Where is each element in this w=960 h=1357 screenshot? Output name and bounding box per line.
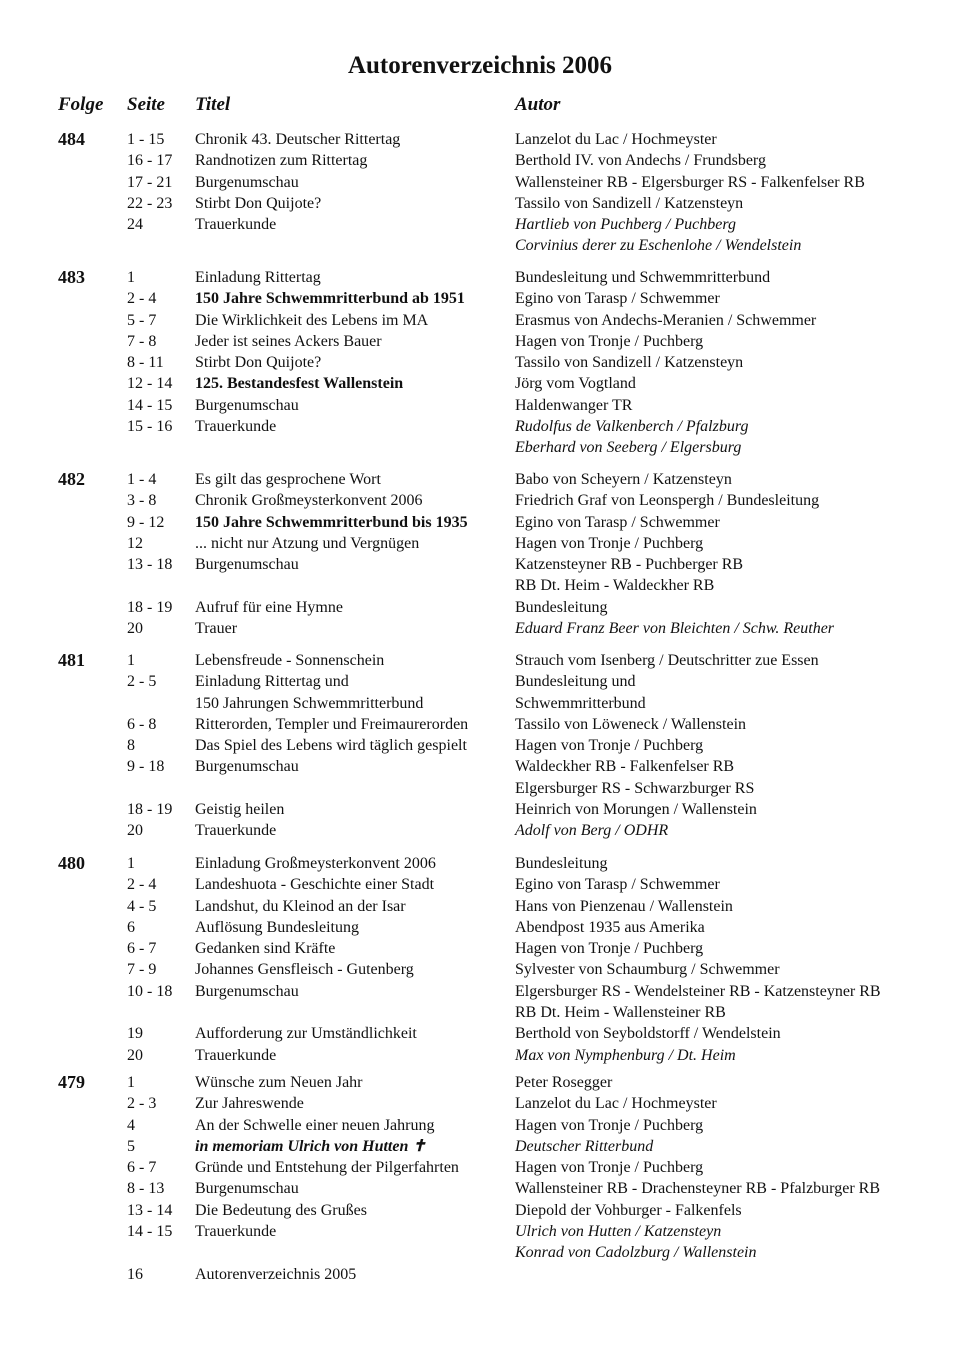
article-title: Zur Jahreswende [195,1095,304,1113]
article-title: Autorenverzeichnis 2005 [195,1265,357,1283]
table-row [0,1157,960,1178]
article-author: Berthold IV. von Andechs / Frundsberg [515,152,766,170]
table-row [0,490,960,511]
issue-number: 479 [58,1072,85,1092]
article-author: Egino von Tarasp / Schwemmer [515,290,720,308]
article-author: Bundesleitung [515,855,608,872]
page-range: 17 - 21 [127,173,173,191]
article-author: Jörg vom Vogtland [515,375,636,393]
article-author: Hagen von Tronje / Puchberg [515,940,704,958]
table-row [0,172,960,193]
page-range: 6 [127,918,135,936]
page-range: 6 - 8 [127,715,157,733]
table-row [0,959,960,980]
page-range: 10 - 18 [127,982,173,1000]
table-row [0,129,960,150]
article-author: Heinrich von Morungen / Wallenstein [515,801,757,819]
article-title: Einladung Großmeysterkonvent 2006 [195,855,436,872]
table-row [0,554,960,575]
article-author: Peter Rosegger [515,1074,613,1091]
article-author: Sylvester von Schaumburg / Schwemmer [515,961,780,979]
article-title: Gedanken sind Kräfte [195,940,336,958]
article-title: Aufforderung zur Umständlichkeit [195,1025,417,1043]
table-row [0,1002,960,1023]
page-range: 8 - 11 [127,354,164,372]
article-title: 150 Jahre Schwemmritterbund bis 1935 [195,513,468,531]
article-author: Hagen von Tronje / Puchberg [515,737,704,755]
article-title: Das Spiel des Lebens wird täglich gespielt [195,737,467,755]
article-title: Chronik 43. Deutscher Rittertag [195,131,401,148]
article-title: in memoriam Ulrich von Hutten ✝ [195,1137,426,1155]
article-author: Friedrich Graf von Leonspergh / Bundesleitung [515,492,820,510]
article-title: 125. Bestandesfest Wallenstein [195,375,404,393]
issue-number: 481 [58,650,85,670]
issue-section [0,129,960,257]
page-range: 2 - 4 [127,876,157,894]
table-row [0,469,960,490]
table-row [0,373,960,394]
table-row [0,235,960,256]
page-range: 1 - 15 [127,131,165,148]
article-author: Lanzelot du Lac / Hochmeyster [515,131,717,148]
table-row [0,288,960,309]
article-title: Landeshuota - Geschichte einer Stadt [195,876,435,894]
article-title: Die Wirklichkeit des Lebens im MA [195,311,429,329]
page-range: 24 [127,216,143,234]
article-title: Lebensfreude - Sonnenschein [195,652,385,669]
table-row [0,981,960,1002]
table-row [0,437,960,458]
table-row [0,650,960,671]
article-author: RB Dt. Heim - Wallensteiner RB [515,1004,726,1022]
table-row [0,1045,960,1066]
article-title: 150 Jahrungen Schwemmritterbund [195,694,424,712]
page-range: 1 [127,652,135,669]
table-row [0,395,960,416]
issue-number: 483 [58,267,85,287]
page-range: 6 - 7 [127,940,157,958]
table-row [0,1221,960,1242]
issue-section [0,650,960,842]
table-row [0,820,960,841]
article-title: Trauerkunde [195,216,277,234]
article-author: Hagen von Tronje / Puchberg [515,1159,704,1177]
page-range: 3 - 8 [127,492,157,510]
page-range: 13 - 14 [127,1201,173,1219]
article-author: Haldenwanger TR [515,396,633,414]
article-author: Ulrich von Hutten / Katzensteyn [515,1223,722,1241]
article-title: 150 Jahre Schwemmritterbund ab 1951 [195,290,465,308]
page-title: Autorenverzeichnis 2006 [347,52,613,79]
article-title: Johannes Gensfleisch - Gutenberg [195,961,414,979]
article-author: Hagen von Tronje / Puchberg [515,332,704,350]
article-title: Burgenumschau [195,982,299,1000]
page-range: 20 [127,822,143,840]
table-row [0,267,960,288]
page-range: 14 - 15 [127,396,173,414]
page-range: 2 - 3 [127,1095,157,1113]
page-range: 1 [127,269,135,286]
article-author: Bundesleitung [515,598,608,616]
article-author: Bundesleitung und Schwemmritterbund [515,269,771,286]
table-row [0,1093,960,1114]
article-author: Egino von Tarasp / Schwemmer [515,513,720,531]
article-author: Bundesleitung und [515,673,636,691]
page-range: 20 [127,1046,143,1064]
header-folge: Folge [58,94,104,115]
table-row [0,193,960,214]
article-author: Elgersburger RS - Wendelsteiner RB - Katzensteyner RB [515,982,881,1000]
article-author: Diepold der Vohburger - Falkenfels [515,1201,742,1219]
article-title: Einladung Rittertag und [195,673,349,691]
page-range: 18 - 19 [127,598,173,616]
article-author: Deutscher Ritterbund [515,1137,654,1155]
article-title: Burgenumschau [195,556,299,574]
article-author: Katzensteyner RB - Puchberger RB [515,556,744,574]
article-author: Erasmus von Andechs-Meranien / Schwemmer [515,311,817,329]
article-author: Berthold von Seyboldstorff / Wendelstein [515,1025,781,1043]
table-row [0,352,960,373]
table-row [0,917,960,938]
article-author: Lanzelot du Lac / Hochmeyster [515,1095,717,1113]
article-title: Landshut, du Kleinod an der Isar [195,897,406,915]
table-row [0,1072,960,1093]
page-range: 4 [127,1116,135,1134]
issue-section [0,267,960,459]
page-range: 1 - 4 [127,471,157,488]
table-row [0,778,960,799]
page-range: 1 [127,855,135,872]
article-author: Eberhard von Seeberg / Elgersburg [515,439,742,457]
page-range: 20 [127,620,143,638]
article-title: Burgenumschau [195,1180,299,1198]
article-title: An der Schwelle einer neuen Jahrung [195,1116,435,1134]
article-author: Babo von Scheyern / Katzensteyn [515,471,732,488]
table-row [0,150,960,171]
table-row [0,1115,960,1136]
article-author: Tassilo von Sandizell / Katzensteyn [515,194,744,212]
article-author: Adolf von Berg / ODHR [515,822,669,840]
table-row [0,693,960,714]
article-title: Es gilt das gesprochene Wort [195,471,381,488]
page-range: 19 [127,1025,143,1043]
article-author: Strauch vom Isenberg / Deutschritter zue Essen [515,652,819,669]
table-row [0,1200,960,1221]
page-range: 12 [127,534,143,552]
page-range: 15 - 16 [127,418,173,436]
article-title: Auflösung Bundesleitung [195,918,359,936]
article-author: Egino von Tarasp / Schwemmer [515,876,720,894]
table-row [0,896,960,917]
article-author: Wallensteiner RB - Drachensteyner RB - Pfalzburger RB [515,1180,880,1198]
article-title: Die Bedeutung des Grußes [195,1201,367,1219]
issue-section [0,853,960,1066]
page-range: 12 - 14 [127,375,173,393]
article-title: Einladung Rittertag [195,269,321,286]
issue-number: 482 [58,469,85,489]
article-author: Eduard Franz Beer von Bleichten / Schw. Reuther [515,620,835,638]
article-title: Burgenumschau [195,758,299,776]
table-row [0,1023,960,1044]
table-row [0,575,960,596]
table-row [0,416,960,437]
page-range: 14 - 15 [127,1223,173,1241]
table-row [0,1178,960,1199]
article-title: Burgenumschau [195,396,299,414]
article-author: Tassilo von Löweneck / Wallenstein [515,715,747,733]
article-title: Trauer [195,620,238,638]
article-title: Gründe und Entstehung der Pilgerfahrten [195,1159,459,1177]
table-row [0,1242,960,1263]
issue-section [0,469,960,639]
article-title: Stirbt Don Quijote? [195,194,322,212]
article-title: Chronik Großmeysterkonvent 2006 [195,492,423,510]
issue-section [0,1072,960,1285]
article-title: Aufruf für eine Hymne [195,598,343,616]
article-title: Trauerkunde [195,418,277,436]
table-row [0,874,960,895]
article-title: Randnotizen zum Rittertag [195,152,368,170]
table-row [0,533,960,554]
article-title: Burgenumschau [195,173,299,191]
article-author: Abendpost 1935 aus Amerika [515,918,705,936]
table-row [0,1136,960,1157]
article-author: Max von Nymphenburg / Dt. Heim [515,1046,736,1064]
page-range: 1 [127,1074,135,1091]
page-range: 2 - 5 [127,673,157,691]
article-author: Waldeckher RB - Falkenfelser RB [515,758,735,776]
table-row [0,512,960,533]
article-title: Trauerkunde [195,822,277,840]
issue-number: 484 [58,129,85,149]
article-title: Jeder ist seines Ackers Bauer [195,332,382,350]
article-author: Rudolfus de Valkenberch / Pfalzburg [515,418,749,436]
table-row [0,671,960,692]
article-author: Schwemmritterbund [515,694,646,712]
article-title: Ritterorden, Templer und Freimaurerorden [195,715,469,733]
table-row [0,618,960,639]
page-range: 4 - 5 [127,897,157,915]
issue-number: 480 [58,853,85,873]
table-row [0,1264,960,1285]
page-range: 7 - 9 [127,961,157,979]
page-range: 6 - 7 [127,1159,157,1177]
page-range: 5 [127,1137,135,1155]
page-range: 13 - 18 [127,556,173,574]
page-range: 16 [127,1265,143,1283]
article-title: Geistig heilen [195,801,285,819]
article-author: Elgersburger RS - Schwarzburger RS [515,779,755,797]
article-title: Trauerkunde [195,1223,277,1241]
table-row [0,310,960,331]
page-range: 9 - 12 [127,513,165,531]
page-range: 8 - 13 [127,1180,165,1198]
table-row [0,735,960,756]
article-author: Konrad von Cadolzburg / Wallenstein [515,1244,757,1262]
page-range: 8 [127,737,135,755]
page-range: 22 - 23 [127,194,173,212]
article-author: RB Dt. Heim - Waldeckher RB [515,577,715,595]
article-author: Tassilo von Sandizell / Katzensteyn [515,354,744,372]
article-title: ... nicht nur Atzung und Vergnügen [195,534,420,552]
table-row [0,714,960,735]
article-title: Stirbt Don Quijote? [195,354,322,372]
article-author: Hagen von Tronje / Puchberg [515,534,704,552]
page-range: 7 - 8 [127,332,157,350]
article-title: Trauerkunde [195,1046,277,1064]
article-title: Wünsche zum Neuen Jahr [195,1074,363,1091]
page-range: 9 - 18 [127,758,165,776]
article-author: Hartlieb von Puchberg / Puchberg [515,216,736,234]
table-row [0,214,960,235]
table-row [0,331,960,352]
table-row [0,938,960,959]
article-author: Wallensteiner RB - Elgersburger RS - Falkenfelser RB [515,173,865,191]
page-range: 2 - 4 [127,290,157,308]
article-author: Hans von Pienzenau / Wallenstein [515,897,733,915]
table-row [0,799,960,820]
page-range: 18 - 19 [127,801,173,819]
page-range: 16 - 17 [127,152,173,170]
header-titel: Titel [195,94,231,115]
article-author: Hagen von Tronje / Puchberg [515,1116,704,1134]
article-author: Corvinius derer zu Eschenlohe / Wendelstein [515,237,802,255]
table-row [0,597,960,618]
page-range: 5 - 7 [127,311,157,329]
header-autor: Autor [515,94,561,115]
header-seite: Seite [127,94,165,115]
table-row [0,756,960,777]
table-row [0,853,960,874]
